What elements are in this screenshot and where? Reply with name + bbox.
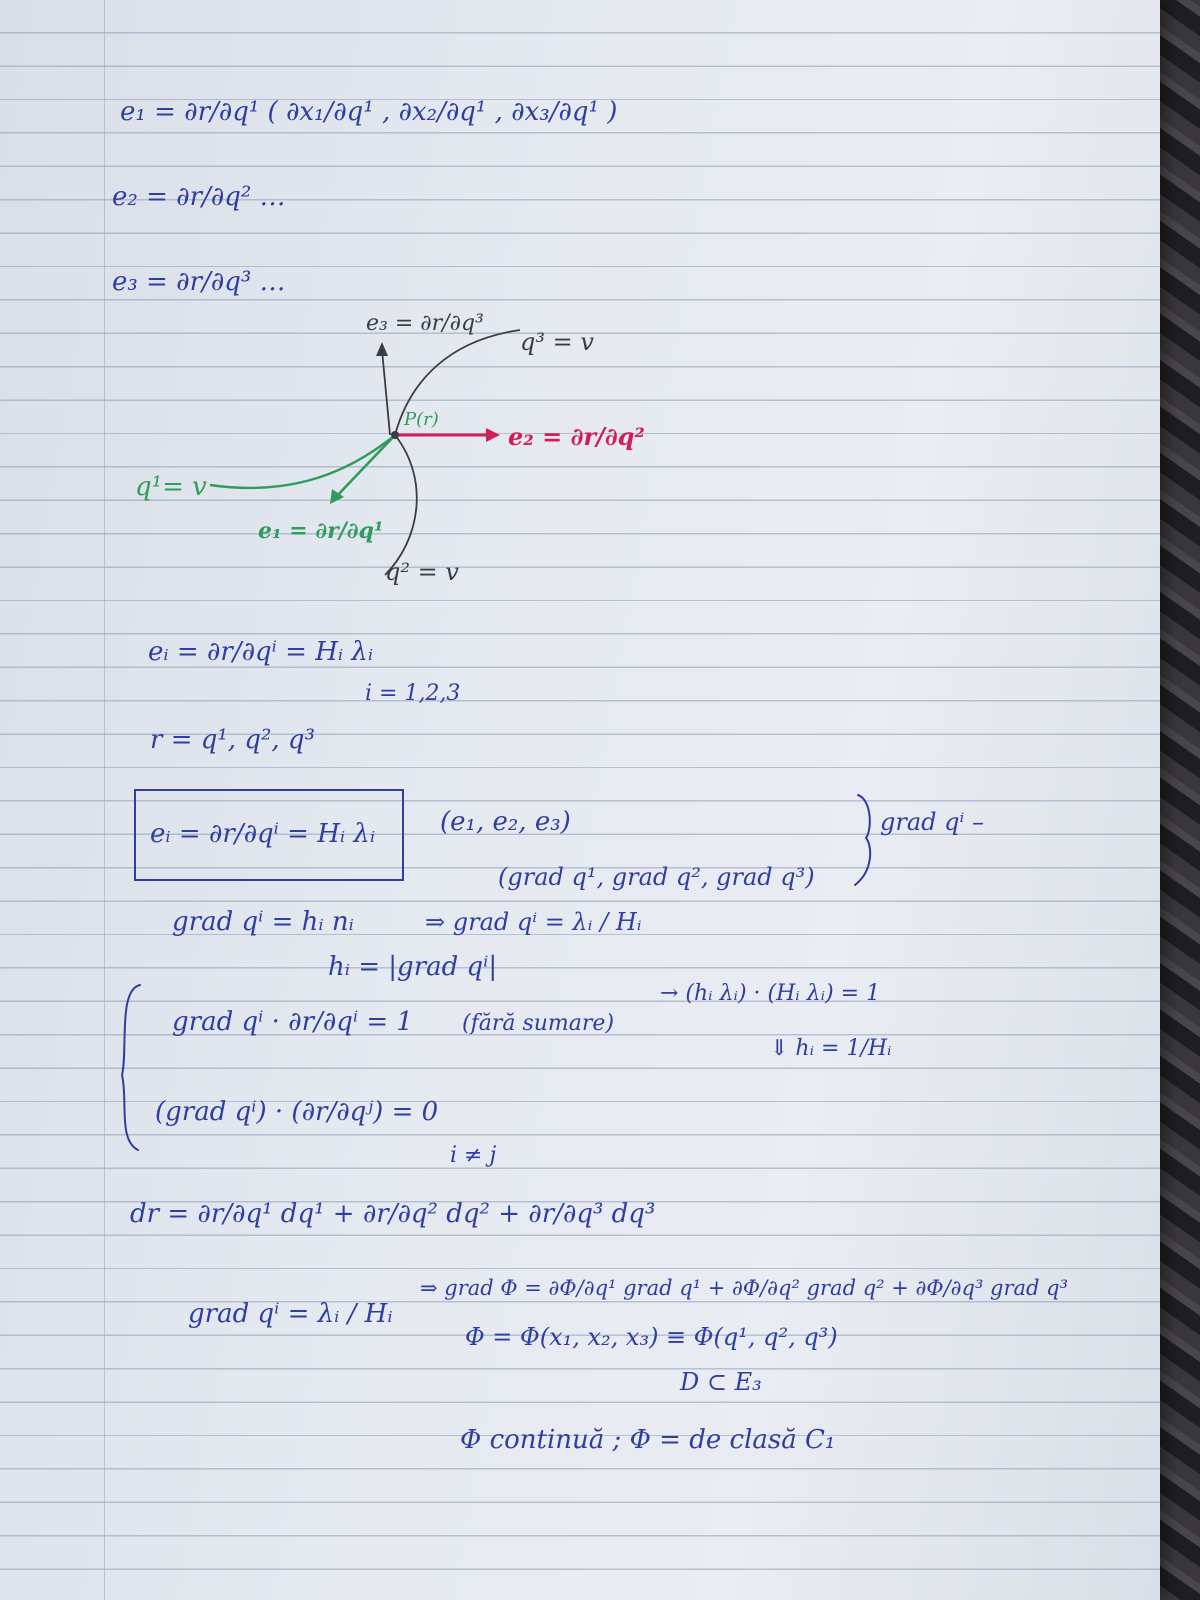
def-e1: e₁ = ∂r/∂q¹ ( ∂x₁/∂q¹ , ∂x₂/∂q¹ , ∂x₃/∂q¹ ) bbox=[120, 97, 618, 127]
q3-curve-label: q³ = v bbox=[520, 328, 594, 356]
coordinate-diagram bbox=[135, 311, 645, 586]
phi-definition: Φ = Φ(x₁, x₂, x₃) ≡ Φ(q¹, q², q³) bbox=[465, 1323, 838, 1351]
e2-arrowhead bbox=[486, 428, 500, 442]
system-line2: (grad qⁱ) · (∂r/∂qʲ) = 0 bbox=[155, 1097, 439, 1127]
e3-arrow bbox=[382, 350, 390, 435]
system-condition: i ≠ j bbox=[450, 1143, 497, 1168]
eq-position-vector: r = q¹, q², q³ bbox=[150, 725, 316, 755]
e1-label: e₁ = ∂r/∂q¹ bbox=[258, 518, 384, 544]
h-result: ⇓ hᵢ = 1/Hᵢ bbox=[770, 1036, 892, 1061]
q2-curve-line bbox=[385, 435, 417, 575]
def-e3: e₃ = ∂r/∂q³ … bbox=[112, 267, 286, 297]
basis-e-triple: (e₁, e₂, e₃) bbox=[440, 807, 571, 837]
boxed-formula: eᵢ = ∂r/∂qⁱ = Hᵢ λᵢ bbox=[150, 819, 376, 849]
left-brace bbox=[122, 985, 140, 1150]
e2-label: e₂ = ∂r/∂q² bbox=[508, 422, 645, 451]
e3-arrowhead bbox=[376, 342, 388, 356]
h-definition: hᵢ = |grad qⁱ| bbox=[328, 952, 498, 982]
origin-point bbox=[391, 431, 399, 439]
q1-curve-line bbox=[210, 435, 395, 488]
system-line1: grad qⁱ · ∂r/∂qⁱ = 1 bbox=[172, 1007, 413, 1037]
system-line1-result: → (hᵢ λᵢ) · (Hᵢ λᵢ) = 1 bbox=[660, 981, 881, 1006]
q1-curve-label: q¹= v bbox=[135, 472, 207, 502]
right-brace bbox=[855, 795, 870, 885]
basis-grad-triple: (grad q¹, grad q², grad q³) bbox=[498, 863, 815, 891]
grad-definition: grad qⁱ = hᵢ nᵢ bbox=[172, 907, 354, 937]
brace-note: grad qⁱ – bbox=[880, 808, 984, 836]
eq-index-range: i = 1,2,3 bbox=[365, 681, 461, 706]
continuity-note: Φ continuă ; Φ = de clasă C₁ bbox=[460, 1425, 836, 1455]
def-e2: e₂ = ∂r/∂q² … bbox=[112, 182, 286, 212]
q2-curve-label: q² = v bbox=[385, 558, 459, 586]
grad-result: ⇒ grad qⁱ = λᵢ / Hᵢ bbox=[425, 908, 642, 936]
point-label: P(r) bbox=[404, 409, 439, 430]
e3-label: e₃ = ∂r/∂q³ bbox=[366, 311, 484, 336]
grad-q-equals: grad qⁱ = λᵢ / Hᵢ bbox=[188, 1299, 393, 1329]
eq-basis-vector: eᵢ = ∂r/∂qⁱ = Hᵢ λᵢ bbox=[148, 637, 374, 667]
differential-r: dr = ∂r/∂q¹ dq¹ + ∂r/∂q² dq² + ∂r/∂q³ dq³ bbox=[130, 1199, 656, 1229]
grad-phi-expansion: ⇒ grad Φ = ∂Φ/∂q¹ grad q¹ + ∂Φ/∂q² grad q² + ∂Φ/∂q³ grad q³ bbox=[420, 1276, 1069, 1300]
system-note: (fără sumare) bbox=[462, 1011, 615, 1036]
domain-def: D ⊂ E₃ bbox=[680, 1368, 762, 1396]
